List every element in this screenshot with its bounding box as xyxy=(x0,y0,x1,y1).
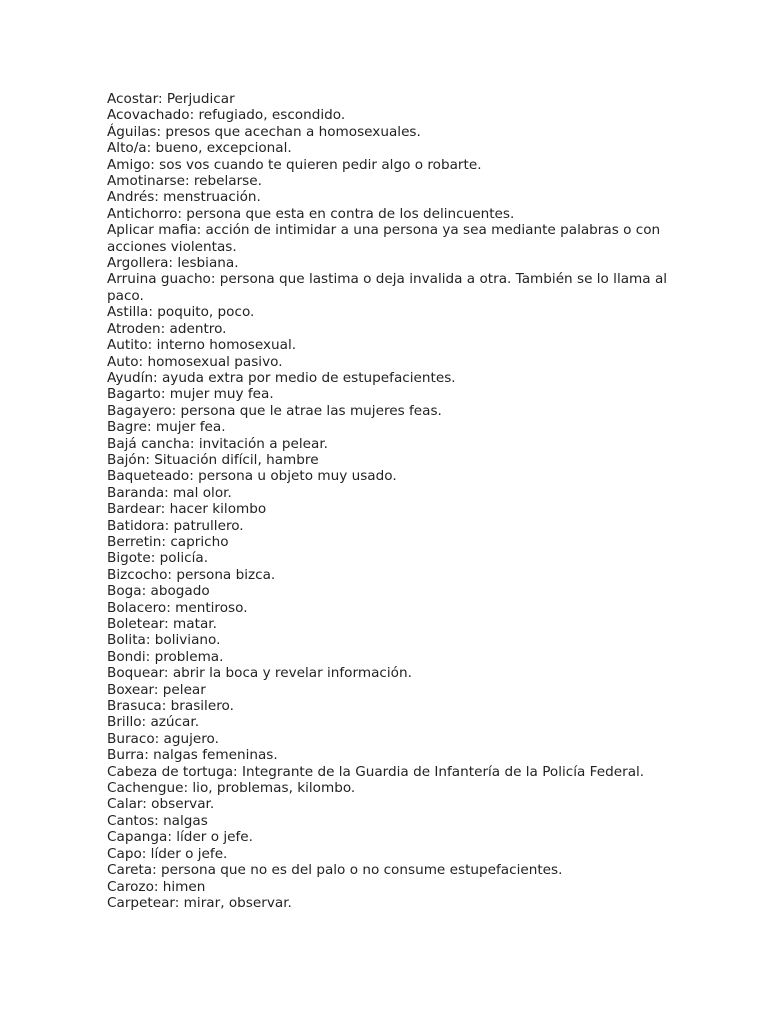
glossary-entry: Batidora: patrullero. xyxy=(107,517,244,534)
glossary-list xyxy=(107,91,677,911)
glossary-entry: Ayudín: ayuda extra por medio de estupefacientes. xyxy=(107,369,456,386)
glossary-entry: Carpetear: mirar, observar. xyxy=(107,894,292,911)
glossary-entry: Careta: persona que no es del palo o no consume estupefacientes. xyxy=(107,862,563,879)
glossary-entry: Amigo: sos vos cuando te quieren pedir algo o robarte. xyxy=(107,156,482,173)
glossary-entry: Boga: abogado xyxy=(107,583,210,600)
glossary-entry: Acostar: Perjudicar xyxy=(107,91,235,107)
glossary-entry: Brillo: azúcar. xyxy=(107,714,200,731)
glossary-entry: Amotinarse: rebelarse. xyxy=(107,173,262,190)
glossary-entry: Boxear: pelear xyxy=(107,681,206,698)
glossary-entry: Bagayero: persona que le atrae las mujeres feas. xyxy=(107,402,442,419)
glossary-entry: Arruina guacho: persona que lastima o deja invalida a otra. También se lo llama al paco. xyxy=(107,271,668,304)
glossary-entry: Antichorro: persona que esta en contra de los delincuentes. xyxy=(107,205,515,222)
glossary-entry: Carozo: himen xyxy=(107,878,206,895)
glossary-entry: Burra: nalgas femeninas. xyxy=(107,747,278,764)
glossary-entry: Baqueteado: persona u objeto muy usado. xyxy=(107,468,397,485)
glossary-entry: Bigote: policía. xyxy=(107,550,209,567)
glossary-entry: Bajá cancha: invitación a pelear. xyxy=(107,435,328,452)
glossary-entry: Auto: homosexual pasivo. xyxy=(107,353,283,370)
glossary-entry: Baranda: mal olor. xyxy=(107,484,232,501)
glossary-entry: Boquear: abrir la boca y revelar información. xyxy=(107,665,412,682)
glossary-entry: Berretin: capricho xyxy=(107,533,229,550)
glossary-entry: Autito: interno homosexual. xyxy=(107,337,297,354)
glossary-entry: Cantos: nalgas xyxy=(107,812,208,829)
glossary-entry: Atroden: adentro. xyxy=(107,320,227,337)
glossary-entry: Bajón: Situación difícil, hambre xyxy=(107,451,319,468)
glossary-entry: Bagarto: mujer muy fea. xyxy=(107,386,274,403)
glossary-entry: Buraco: agujero. xyxy=(107,730,219,747)
glossary-entry: Bizcocho: persona bizca. xyxy=(107,566,276,583)
glossary-entry: Acovachado: refugiado, escondido. xyxy=(107,107,346,124)
glossary-entry: Capo: líder o jefe. xyxy=(107,845,228,862)
glossary-entry: Cabeza de tortuga: Integrante de la Guardia de Infantería de la Policía Federal. xyxy=(107,763,645,780)
glossary-entry: Andrés: menstruación. xyxy=(107,189,261,206)
glossary-entry: Astilla: poquito, poco. xyxy=(107,304,255,321)
glossary-entry: Brasuca: brasilero. xyxy=(107,698,234,715)
glossary-entry: Alto/a: bueno, excepcional. xyxy=(107,140,292,157)
glossary-entry: Bagre: mujer fea. xyxy=(107,419,226,436)
glossary-entry: Bondi: problema. xyxy=(107,648,224,665)
glossary-entry: Calar: observar. xyxy=(107,796,215,813)
glossary-entry: Capanga: líder o jefe. xyxy=(107,829,253,846)
glossary-entry: Boletear: matar. xyxy=(107,616,217,632)
glossary-entry: Cachengue: lio, problemas, kilombo. xyxy=(107,780,356,797)
glossary-entry: Aplicar mafia: acción de intimidar a una persona ya sea mediante palabras o con acciones violentas. xyxy=(107,222,661,255)
glossary-entry: Bolacero: mentiroso. xyxy=(107,599,248,616)
glossary-entry: Bolita: boliviano. xyxy=(107,632,221,649)
glossary-entry: Bardear: hacer kilombo xyxy=(107,501,267,518)
glossary-entry: Argollera: lesbiana. xyxy=(107,255,239,272)
glossary-entry: Águilas: presos que acechan a homosexuales. xyxy=(107,123,421,140)
